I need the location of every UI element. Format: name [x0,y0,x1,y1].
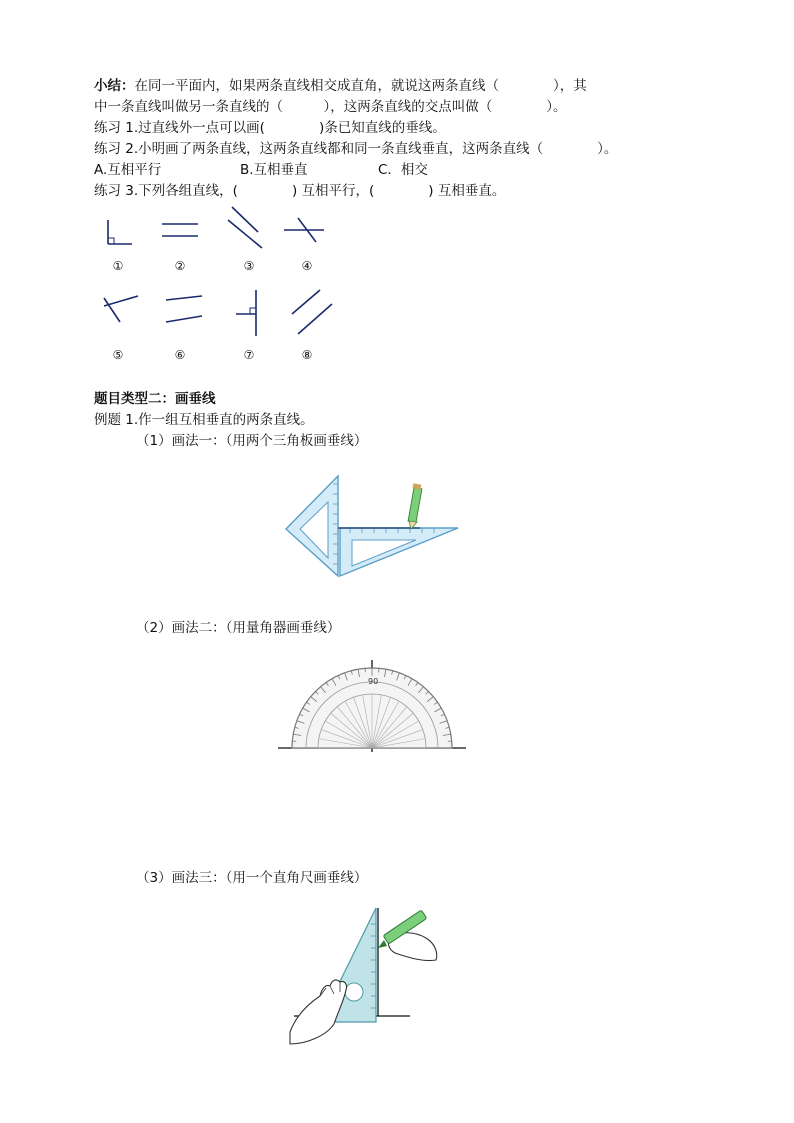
figure-2-lines [162,224,198,236]
figure-6-lines [166,296,202,322]
figure-label-6: ⑥ [174,348,186,362]
figure-label-1: ① [112,259,124,273]
figure-5-lines [104,296,138,322]
method-1-caption: （1）画法一：（用两个三角板画垂线） [136,433,368,449]
figure-label-5: ⑤ [112,348,124,362]
option-c: C．相交 [378,162,428,178]
method-3-caption: （3）画法三：（用一个直角尺画垂线） [136,870,368,886]
figure-label-7: ⑦ [243,348,255,362]
figure-7-lines [236,290,256,336]
summary-label: 小结： [94,78,135,94]
left-hand-icon [290,980,347,1044]
figure-1-lines [108,220,132,244]
option-a: A.互相平行 [94,162,162,178]
protractor-illustration [276,656,470,766]
figure-4-lines [284,218,324,242]
figure-label-8: ⑧ [301,348,313,362]
method-2-caption: （2）画法二：（用量角器画垂线） [136,620,341,636]
summary-line-2: 中一条直线叫做另一条直线的（ ），这两条直线的交点叫做（ ）。 [94,99,567,115]
vertical-set-square [286,476,338,576]
section-2-title: 题目类型二：画垂线 [94,391,216,407]
horizontal-set-square [340,528,458,576]
summary-text-1: 在同一平面内，如果两条直线相交成直角，就说这两条直线（ ），其 [134,78,587,94]
figure-label-3: ③ [243,259,255,273]
figure-label-4: ④ [301,259,313,273]
figure-label-2: ② [174,259,186,273]
figure-3-lines [228,207,262,248]
option-b: B.互相垂直 [240,162,308,178]
exercise-3: 练习 3.下列各组直线，( ) 互相平行，( ) 互相垂直。 [94,183,506,199]
figure-8-lines [292,290,332,334]
exercise-2: 练习 2.小明画了两条直线，这两条直线都和同一条直线垂直，这两条直线（ ）。 [94,141,618,157]
exercise-1: 练习 1.过直线外一点可以画( )条已知直线的垂线。 [94,120,446,136]
line-pair-figures [0,0,794,400]
example-1: 例题 1.作一组互相垂直的两条直线。 [94,412,314,428]
two-set-squares-illustration [280,472,470,584]
protractor-90-label: 90 [368,677,379,686]
pencil-icon [408,483,422,529]
right-angle-ruler-illustration [286,904,446,1050]
